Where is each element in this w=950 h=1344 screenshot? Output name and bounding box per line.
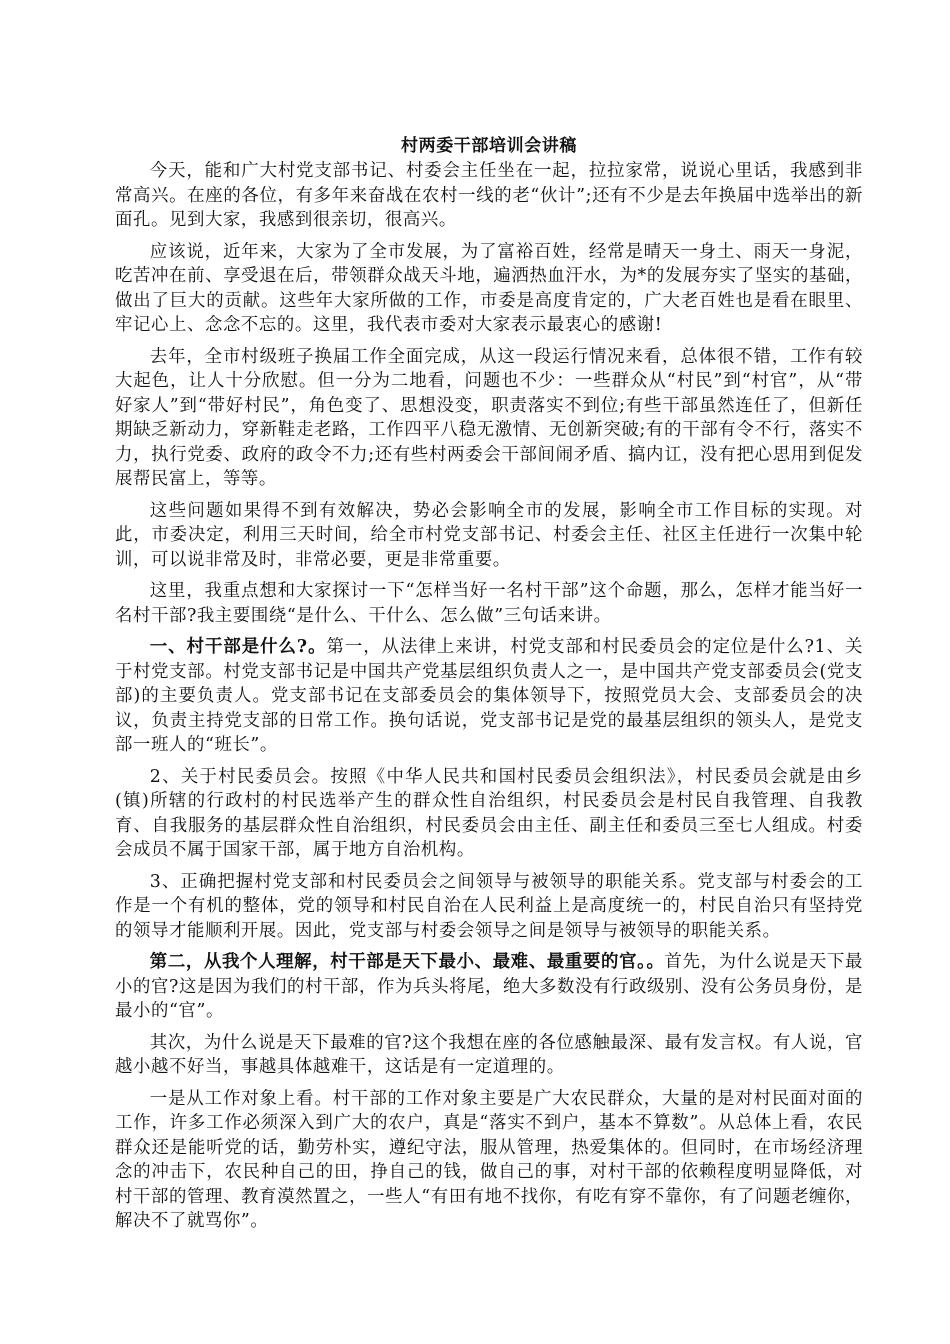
paragraph-text: 这里，我重点想和大家探讨一下“怎样当好一名村干部”这个命题，那么，怎样才能当好一名村干部?我主要围绕“是什么、干什么、怎么做”三句话来讲。 — [115, 581, 863, 626]
section-heading-2: 第二，从我个人理解，村干部是天下最小、最难、最重要的官。。 — [149, 952, 665, 972]
paragraph-7 — [115, 765, 863, 863]
paragraph-text: 首先，为什么说是天下最小的官?这是因为我们的村干部，作为兵头将尾，绝大多数没有行政级别、没有公务员身份，是最小的“官”。 — [115, 952, 863, 1021]
paragraph-text: 去年，全市村级班子换届工作全面完成，从这一段运行情况来看，总体很不错，工作有较大起色，让人十分欣慰。但一分为二地看，问题也不少：一些群众从“村民”到“村官”，从“带好家人”到“带好村民”，角色变了、思想没变，职责落实不到位;有些干部虽然连任了，但新任期缺乏新动力，穿新鞋走老路，工作四平八稳无激情、无创新突破;有的干部有令不行，落实不力，执行党委、政府的政令不力;还有些村两委会干部间闹矛盾、搞内讧，没有把心思用到促发展帮民富上，等等。 — [115, 346, 863, 489]
paragraph-text: 这些问题如果得不到有效解决，势必会影响全市的发展，影响全市工作目标的实现。对此，市委决定，利用三天时间，给全市村党支部书记、村委会主任、社区主任进行一次集中轮训，可以说非常及时，非常必要，更是非常重要。 — [115, 500, 863, 570]
paragraph-10 — [115, 1031, 863, 1080]
paragraph-text: 一是从工作对象上看。村干部的工作对象主要是广大农民群众，大量的是对村民面对面的工作，许多工作必须深入到广大的农户，真是“落实不到户，基本不算数”。从总体上看，农民群众还是能听党的话，勤劳朴实，遵纪守法，服从管理，热爱集体的。但同时，在市场经济理念的冲击下，农民种自己的田，挣自己的钱，做自己的事，对村干部的依赖程度明显降低，对村干部的管理、教育漠然置之，一些人“有田有地不找你，有吃有穿不靠你，有了问题老缠你，解决不了就骂你”。 — [115, 1088, 863, 1231]
paragraph-3 — [115, 345, 863, 492]
document-page — [115, 135, 863, 1241]
paragraph-6 — [115, 635, 863, 758]
document-title: 村两委干部培训会讲稿 — [401, 136, 577, 156]
paragraph-5 — [115, 579, 863, 628]
paragraph-4 — [115, 499, 863, 573]
section-heading-1: 一、村干部是什么?。 — [149, 637, 327, 657]
paragraph-text: 2、关于村民委员会。按照《中华人民共和国村民委员会组织法》，村民委员会就是由乡(镇)所辖的行政村的村民选举产生的群众性自治组织，村民委员会是村民自我管理、自我教育、自我服务的基层群众性自治组织，村民委员会由主任、副主任和委员三至七人组成。村委会成员不属于国家干部，属于地方自治机构。 — [115, 766, 863, 860]
paragraph-1 — [115, 159, 863, 233]
paragraph-text: 3、正确把握村党支部和村民委员会之间领导与被领导的职能关系。党支部与村委会的工作是一个有机的整体，党的领导和村民自治在人民利益上是高度统一的，村民自治只有坚持党的领导才能顺利开展。因此，党支部与村委会领导之间是领导与被领导的职能关系。 — [115, 871, 863, 941]
paragraph-text: 其次，为什么说是天下最难的官?这个我想在座的各位感触最深、最有发言权。有人说，官越小越不好当，事越具体越难干，这话是有一定道理的。 — [115, 1032, 863, 1077]
paragraph-text: 应该说，近年来，大家为了全市发展，为了富裕百姓，经常是晴天一身土、雨天一身泥，吃苦冲在前、享受退在后，带领群众战天斗地，遍洒热血汗水，为*的发展夯实了坚实的基础，做出了巨大的贡献。这些年大家所做的工作，市委是高度肯定的，广大老百姓也是看在眼里、牢记心上、念念不忘的。这里，我代表市委对大家表示最衷心的感谢! — [115, 241, 863, 335]
paragraph-9 — [115, 950, 863, 1024]
paragraph-2 — [115, 240, 863, 338]
paragraph-text: 今天，能和广大村党支部书记、村委会主任坐在一起，拉拉家常，说说心里话，我感到非常高兴。在座的各位，有多年来奋战在农村一线的老“伙计”;还有不少是去年换届中选举出的新面孔。见到大家，我感到很亲切，很高兴。 — [115, 161, 863, 230]
paragraph-11 — [115, 1087, 863, 1234]
paragraph-8 — [115, 870, 863, 944]
paragraph-text: 第一，从法律上来讲，村党支部和村民委员会的定位是什么?1、关于村党支部。村党支部书记是中国共产党基层组织负责人之一，是中国共产党支部委员会(党支部)的主要负责人。党支部书记在支部委员会的集体领导下，按照党员大会、支部委员会的决议，负责主持党支部的日常工作。换句话说，党支部书记是党的最基层组织的领头人，是党支部一班人的“班长”。 — [115, 637, 863, 755]
